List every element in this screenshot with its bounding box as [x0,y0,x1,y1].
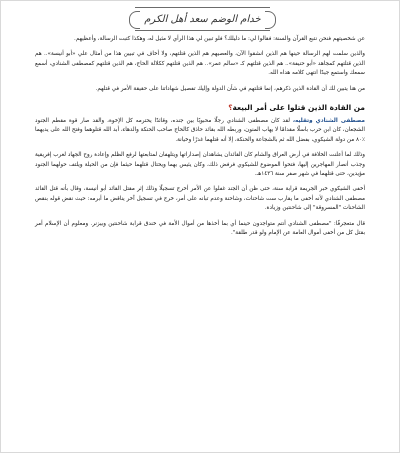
paragraph-lead-name: مصطفى الشنادي وتقليه، [292,118,365,125]
paragraph-caliphate: وذلك لما أعلنت الخلافة في أرض العراق والشام كان القائدان يشاهدان إصداراتها ويتلهفان لمتابعتها لرفع الظلم وإعادة روح الجهاد لغرب إفريقية وجذب أنصار المهاجرين إليها، فتحوا الموضوع للشيكوي فرفض ذلك، وكان يئيس بهما ويحتال قتلهما حيثما فإن من الحيلة ويلتف حولهما الجنود مؤيدين، حتى قتلهما في شهر صفر سنة ١٤٣٦هـ. [35,152,365,178]
paragraph-quote: قال متعجرفًا: "مصطفى الشنادي أنتم متواجدون حينما أي بما أخذها من أموال الأمة في خندق قرابة شاحنتين وبيزنر. ومعلوم أن الإسلام أمر بقتل كل من أخفى أموال العامة عن الإمام ولو قدر طلقة". [35,220,365,237]
header-banner [135,7,270,31]
paragraph-text: لقد كان مصطفى الشنادي رجلًا محبوبًا بين جنده، وقائدًا يحترمه كل الإخوة، والقد صار قوة مقطم الجنود الشجعان، كان ابن حرب باسلًا مقدامًا لا يهاب المنون، وربطه الله بقائد حاذق كالحاج صاحب الحنكة والدهاء، أبد الله قتلوهما وفتح الله على يديهما ٪٨٠ من دولة الشيكوي، بفضل الله ثم بالشجاعة والحنكة، إلا أنه قتلهما غدرًا وخيانة. [35,118,365,143]
document-body [35,35,365,245]
paragraph-shanadi [35,117,365,145]
banner-frame [135,7,270,31]
paragraph-concealment: أخفى الشيكوي خبر الجريمة قرابة سنة، حتى ظن أن الجند غفلوا عن الأمر أخرج تسجيلًا وذلك إثر مقتل القائد أبو أنيسة، وقال بأنه قتل القائد مصطفى الشنادي لأنه أخفى ما يقارب ست شاحنات، وشاحنة وعدم تبانه على أمر، خرج في تسجيل آخر يناقض ما أبرمه: حيث نقض قوله بنقص الشاحنات "المسروقة" إلى شاحنتين وزيادة. [35,186,365,212]
paragraph-leaders: والذين سلمت لهم الرسالة حينها هم الذين انشقوا الآن، والعصيهم هم الذين قتلتهم، ولا أخاف في تبيين هذا من أمثال علي «أبو أنيسة».. هم الذين قتلتهم كمجاهد «أبو حنيفة».. هم الذين قتلتهم كـ «سالم عمر».. هم الذين قتلتهم ككلالة الحاج، هم الذين قتلتهم كمصطفى الشنادي، أسمع سمعك واستمع جيدًا انتهى كلامه هداه الله. [35,51,365,77]
paragraph-intro: عن شخصيتهم فنحن نتبع القرآن والسنة: فقالوا لي: ما دليلك؟ فلو تبين لي هذا الرأي لا مثيل له، وهكذا كتبت الرسالة، وأعظيهم. [74,36,365,42]
section-heading [35,102,365,113]
paragraph-conclusion: من هنا يتبين لك أن القادة الذين ذكرهم، إنما قتلتهم في شأن الدولة وإليك تفصيل شهاداتنا على حقيقة الأمر في قتلهم. [95,85,365,92]
banner-text: خدام الوضم سعد أهل الكرم [144,13,261,25]
section-heading-text: من القادة الذين قتلوا على أمر البيعة [232,103,365,113]
section-heading-mark: ؟ [228,103,233,113]
